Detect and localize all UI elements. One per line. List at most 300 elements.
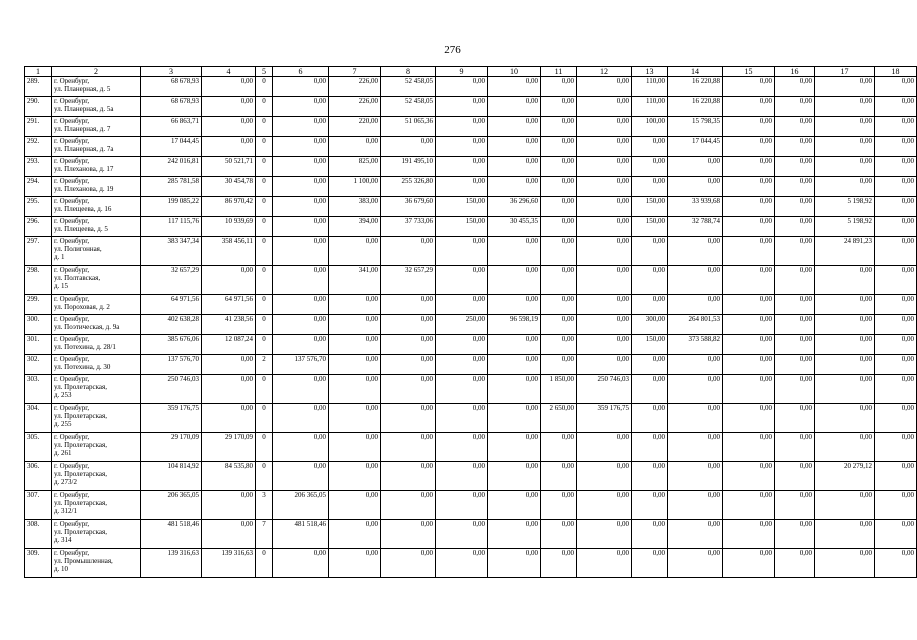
address-line: ул. Плеханова, д. 17: [54, 165, 114, 173]
value-cell-col-9: 0,00: [436, 549, 488, 578]
address-line: ул. Потехина, д. 28/1: [54, 343, 116, 351]
address-line: г. Оренбург,: [54, 237, 90, 245]
address-cell: [52, 295, 141, 315]
value-cell-col-5: 0: [256, 217, 273, 237]
address-line: ул. Планерная, д. 5а: [54, 105, 114, 113]
value-cell-col-13: 0,00: [632, 491, 668, 520]
value-cell-col-7: 226,00: [329, 77, 381, 97]
value-cell-col-17: 0,00: [815, 157, 875, 177]
value-cell-col-13: 0,00: [632, 433, 668, 462]
value-cell-col-15: 0,00: [723, 404, 775, 433]
value-cell-col-8: 0,00: [381, 462, 436, 491]
value-cell-col-18: 0,00: [875, 355, 917, 375]
value-cell-col-4: 139 316,63: [202, 549, 256, 578]
column-header: 15: [723, 67, 775, 77]
address-cell: [52, 237, 141, 266]
address-line: г. Оренбург,: [54, 520, 90, 528]
value-cell-col-17: 0,00: [815, 433, 875, 462]
value-cell-col-10: 0,00: [488, 462, 541, 491]
value-cell-col-7: 394,00: [329, 217, 381, 237]
value-cell-col-11: 0,00: [541, 335, 577, 355]
value-cell-col-10: 36 296,60: [488, 197, 541, 217]
value-cell-col-4: 12 087,24: [202, 335, 256, 355]
value-cell-col-6: 0,00: [273, 237, 329, 266]
address-cell: [52, 315, 141, 335]
value-cell-col-17: 0,00: [815, 117, 875, 137]
row-number: 303.: [25, 375, 52, 404]
address-line: г. Оренбург,: [54, 462, 90, 470]
value-cell-col-16: 0,00: [775, 137, 815, 157]
table-body: [25, 77, 917, 578]
value-cell-col-8: 36 679,60: [381, 197, 436, 217]
value-cell-col-14: 15 798,35: [668, 117, 723, 137]
value-cell-col-12: 0,00: [577, 237, 632, 266]
header-row: [25, 67, 917, 77]
address-line: д. 273/2: [54, 478, 78, 486]
value-cell-col-10: 0,00: [488, 404, 541, 433]
value-cell-col-8: 51 065,36: [381, 117, 436, 137]
value-cell-col-10: 0,00: [488, 237, 541, 266]
value-cell-col-15: 0,00: [723, 315, 775, 335]
value-cell-col-18: 0,00: [875, 177, 917, 197]
table-row: [25, 97, 917, 117]
value-cell-col-15: 0,00: [723, 117, 775, 137]
value-cell-col-6: 206 365,05: [273, 491, 329, 520]
value-cell-col-3: 250 746,03: [141, 375, 202, 404]
value-cell-col-17: 0,00: [815, 315, 875, 335]
value-cell-col-4: 29 170,09: [202, 433, 256, 462]
value-cell-col-5: 0: [256, 117, 273, 137]
value-cell-col-7: 0,00: [329, 462, 381, 491]
value-cell-col-7: 0,00: [329, 335, 381, 355]
value-cell-col-11: 0,00: [541, 197, 577, 217]
value-cell-col-7: 0,00: [329, 404, 381, 433]
value-cell-col-9: 0,00: [436, 157, 488, 177]
value-cell-col-10: 0,00: [488, 266, 541, 295]
value-cell-col-9: 0,00: [436, 355, 488, 375]
value-cell-col-12: 0,00: [577, 355, 632, 375]
value-cell-col-12: 0,00: [577, 491, 632, 520]
page-number: 276: [444, 44, 461, 56]
value-cell-col-12: 0,00: [577, 197, 632, 217]
address-cell: [52, 197, 141, 217]
table-row: [25, 157, 917, 177]
value-cell-col-16: 0,00: [775, 462, 815, 491]
value-cell-col-8: 0,00: [381, 491, 436, 520]
value-cell-col-15: 0,00: [723, 97, 775, 117]
value-cell-col-14: 373 588,82: [668, 335, 723, 355]
value-cell-col-9: 0,00: [436, 266, 488, 295]
value-cell-col-18: 0,00: [875, 433, 917, 462]
table-row: [25, 77, 917, 97]
value-cell-col-13: 110,00: [632, 77, 668, 97]
address-line: ул. Промышленная,: [54, 557, 113, 565]
address-line: г. Оренбург,: [54, 335, 90, 343]
value-cell-col-17: 5 198,92: [815, 197, 875, 217]
address-line: ул. Планерная, д. 7: [54, 125, 111, 133]
address-line: г. Оренбург,: [54, 315, 90, 323]
value-cell-col-8: 0,00: [381, 404, 436, 433]
value-cell-col-6: 0,00: [273, 375, 329, 404]
value-cell-col-18: 0,00: [875, 197, 917, 217]
value-cell-col-8: 37 733,06: [381, 217, 436, 237]
table-row: [25, 217, 917, 237]
value-cell-col-16: 0,00: [775, 315, 815, 335]
value-cell-col-18: 0,00: [875, 77, 917, 97]
value-cell-col-15: 0,00: [723, 177, 775, 197]
value-cell-col-7: 825,00: [329, 157, 381, 177]
column-header: 17: [815, 67, 875, 77]
address-line: г. Оренбург,: [54, 266, 90, 274]
address-cell: [52, 491, 141, 520]
value-cell-col-18: 0,00: [875, 237, 917, 266]
column-header: 12: [577, 67, 632, 77]
address-line: ул. Пролетарская,: [54, 470, 107, 478]
value-cell-col-13: 300,00: [632, 315, 668, 335]
value-cell-col-9: 0,00: [436, 117, 488, 137]
address-line: г. Оренбург,: [54, 355, 90, 363]
value-cell-col-9: 0,00: [436, 520, 488, 549]
value-cell-col-14: 16 220,88: [668, 97, 723, 117]
value-cell-col-4: 0,00: [202, 137, 256, 157]
column-header: 5: [256, 67, 273, 77]
value-cell-col-4: 0,00: [202, 77, 256, 97]
value-cell-col-11: 0,00: [541, 177, 577, 197]
table-row: [25, 295, 917, 315]
row-number: 305.: [25, 433, 52, 462]
value-cell-col-17: 0,00: [815, 520, 875, 549]
column-header: 4: [202, 67, 256, 77]
value-cell-col-11: 0,00: [541, 117, 577, 137]
column-header: 1: [25, 67, 52, 77]
value-cell-col-18: 0,00: [875, 404, 917, 433]
table-row: [25, 315, 917, 335]
address-cell: [52, 335, 141, 355]
value-cell-col-13: 0,00: [632, 295, 668, 315]
row-number: 293.: [25, 157, 52, 177]
table-row: [25, 375, 917, 404]
value-cell-col-9: 0,00: [436, 295, 488, 315]
value-cell-col-18: 0,00: [875, 137, 917, 157]
row-number: 298.: [25, 266, 52, 295]
row-number: 301.: [25, 335, 52, 355]
value-cell-col-8: 0,00: [381, 433, 436, 462]
value-cell-col-10: 0,00: [488, 177, 541, 197]
value-cell-col-7: 0,00: [329, 375, 381, 404]
value-cell-col-8: 0,00: [381, 355, 436, 375]
value-cell-col-15: 0,00: [723, 491, 775, 520]
value-cell-col-8: 255 326,80: [381, 177, 436, 197]
value-cell-col-15: 0,00: [723, 335, 775, 355]
column-header: 10: [488, 67, 541, 77]
value-cell-col-11: 0,00: [541, 137, 577, 157]
value-cell-col-6: 137 576,70: [273, 355, 329, 375]
value-cell-col-10: 0,00: [488, 433, 541, 462]
value-cell-col-4: 50 521,71: [202, 157, 256, 177]
row-number: 297.: [25, 237, 52, 266]
value-cell-col-12: 359 176,75: [577, 404, 632, 433]
address-line: г. Оренбург,: [54, 117, 90, 125]
column-header: 6: [273, 67, 329, 77]
value-cell-col-7: 0,00: [329, 295, 381, 315]
value-cell-col-9: 0,00: [436, 77, 488, 97]
value-cell-col-11: 0,00: [541, 355, 577, 375]
value-cell-col-7: 0,00: [329, 520, 381, 549]
column-header: 18: [875, 67, 917, 77]
value-cell-col-15: 0,00: [723, 549, 775, 578]
value-cell-col-11: 1 850,00: [541, 375, 577, 404]
value-cell-col-6: 481 518,46: [273, 520, 329, 549]
value-cell-col-14: 0,00: [668, 177, 723, 197]
value-cell-col-12: 0,00: [577, 157, 632, 177]
value-cell-col-3: 199 085,22: [141, 197, 202, 217]
value-cell-col-13: 100,00: [632, 117, 668, 137]
value-cell-col-17: 0,00: [815, 97, 875, 117]
value-cell-col-6: 0,00: [273, 97, 329, 117]
value-cell-col-14: 0,00: [668, 462, 723, 491]
value-cell-col-3: 64 971,56: [141, 295, 202, 315]
value-cell-col-6: 0,00: [273, 157, 329, 177]
value-cell-col-14: 0,00: [668, 237, 723, 266]
value-cell-col-13: 0,00: [632, 355, 668, 375]
value-cell-col-10: 0,00: [488, 295, 541, 315]
value-cell-col-15: 0,00: [723, 520, 775, 549]
value-cell-col-5: 2: [256, 355, 273, 375]
value-cell-col-16: 0,00: [775, 237, 815, 266]
value-cell-col-11: 0,00: [541, 520, 577, 549]
address-cell: [52, 433, 141, 462]
value-cell-col-4: 84 535,80: [202, 462, 256, 491]
value-cell-col-5: 0: [256, 295, 273, 315]
value-cell-col-8: 0,00: [381, 315, 436, 335]
column-header: 16: [775, 67, 815, 77]
value-cell-col-11: 0,00: [541, 491, 577, 520]
value-cell-col-12: 0,00: [577, 217, 632, 237]
address-line: ул. Потехина, д. 30: [54, 363, 111, 371]
value-cell-col-16: 0,00: [775, 117, 815, 137]
value-cell-col-6: 0,00: [273, 335, 329, 355]
address-line: ул. Пролетарская,: [54, 441, 107, 449]
value-cell-col-13: 0,00: [632, 549, 668, 578]
value-cell-col-15: 0,00: [723, 462, 775, 491]
value-cell-col-17: 0,00: [815, 335, 875, 355]
value-cell-col-18: 0,00: [875, 117, 917, 137]
address-line: г. Оренбург,: [54, 97, 90, 105]
column-header: 11: [541, 67, 577, 77]
value-cell-col-18: 0,00: [875, 491, 917, 520]
address-cell: [52, 77, 141, 97]
value-cell-col-11: 0,00: [541, 295, 577, 315]
value-cell-col-3: 104 814,92: [141, 462, 202, 491]
value-cell-col-17: 0,00: [815, 375, 875, 404]
value-cell-col-6: 0,00: [273, 117, 329, 137]
address-line: ул. Полтавская,: [54, 274, 101, 282]
value-cell-col-14: 264 801,53: [668, 315, 723, 335]
value-cell-col-3: 359 176,75: [141, 404, 202, 433]
value-cell-col-12: 0,00: [577, 77, 632, 97]
value-cell-col-3: 383 347,34: [141, 237, 202, 266]
value-cell-col-4: 0,00: [202, 266, 256, 295]
value-cell-col-3: 285 781,58: [141, 177, 202, 197]
address-line: д. 314: [54, 536, 72, 544]
value-cell-col-11: 0,00: [541, 549, 577, 578]
table-row: [25, 197, 917, 217]
value-cell-col-16: 0,00: [775, 520, 815, 549]
value-cell-col-12: 0,00: [577, 137, 632, 157]
value-cell-col-12: 0,00: [577, 266, 632, 295]
value-cell-col-16: 0,00: [775, 549, 815, 578]
value-cell-col-4: 64 971,56: [202, 295, 256, 315]
address-line: г. Оренбург,: [54, 433, 90, 441]
table-row: [25, 520, 917, 549]
address-line: ул. Плещеева, д. 16: [54, 205, 112, 213]
value-cell-col-3: 402 638,28: [141, 315, 202, 335]
value-cell-col-9: 150,00: [436, 217, 488, 237]
column-header: 2: [52, 67, 141, 77]
value-cell-col-5: 0: [256, 404, 273, 433]
value-cell-col-18: 0,00: [875, 549, 917, 578]
address-line: г. Оренбург,: [54, 375, 90, 383]
value-cell-col-8: 0,00: [381, 375, 436, 404]
value-cell-col-16: 0,00: [775, 295, 815, 315]
value-cell-col-3: 68 678,93: [141, 97, 202, 117]
value-cell-col-14: 0,00: [668, 295, 723, 315]
column-header: 7: [329, 67, 381, 77]
value-cell-col-3: 206 365,05: [141, 491, 202, 520]
table-row: [25, 117, 917, 137]
value-cell-col-17: 0,00: [815, 355, 875, 375]
value-cell-col-10: 0,00: [488, 520, 541, 549]
value-cell-col-13: 0,00: [632, 137, 668, 157]
value-cell-col-6: 0,00: [273, 295, 329, 315]
value-cell-col-12: 0,00: [577, 315, 632, 335]
value-cell-col-18: 0,00: [875, 315, 917, 335]
value-cell-col-14: 33 939,68: [668, 197, 723, 217]
value-cell-col-15: 0,00: [723, 375, 775, 404]
value-cell-col-13: 0,00: [632, 237, 668, 266]
value-cell-col-16: 0,00: [775, 77, 815, 97]
address-cell: [52, 520, 141, 549]
value-cell-col-5: 0: [256, 237, 273, 266]
value-cell-col-7: 0,00: [329, 355, 381, 375]
value-cell-col-5: 3: [256, 491, 273, 520]
value-cell-col-5: 0: [256, 462, 273, 491]
value-cell-col-3: 137 576,70: [141, 355, 202, 375]
value-cell-col-8: 0,00: [381, 335, 436, 355]
value-cell-col-7: 383,00: [329, 197, 381, 217]
value-cell-col-8: 0,00: [381, 137, 436, 157]
value-cell-col-15: 0,00: [723, 237, 775, 266]
address-line: д. 10: [54, 565, 69, 573]
address-cell: [52, 266, 141, 295]
value-cell-col-6: 0,00: [273, 462, 329, 491]
column-header: 13: [632, 67, 668, 77]
value-cell-col-8: 0,00: [381, 549, 436, 578]
value-cell-col-13: 150,00: [632, 217, 668, 237]
value-cell-col-3: 481 518,46: [141, 520, 202, 549]
address-line: ул. Пролетарская,: [54, 499, 107, 507]
value-cell-col-10: 0,00: [488, 335, 541, 355]
value-cell-col-8: 0,00: [381, 295, 436, 315]
value-cell-col-6: 0,00: [273, 404, 329, 433]
table-row: [25, 266, 917, 295]
value-cell-col-11: 0,00: [541, 462, 577, 491]
value-cell-col-13: 0,00: [632, 404, 668, 433]
value-cell-col-11: 0,00: [541, 315, 577, 335]
value-cell-col-17: 20 279,12: [815, 462, 875, 491]
table-row: [25, 237, 917, 266]
value-cell-col-7: 1 100,00: [329, 177, 381, 197]
address-line: ул. Планерная, д. 5: [54, 85, 111, 93]
value-cell-col-4: 0,00: [202, 375, 256, 404]
value-cell-col-9: 0,00: [436, 462, 488, 491]
value-cell-col-7: 0,00: [329, 137, 381, 157]
value-cell-col-6: 0,00: [273, 177, 329, 197]
row-number: 306.: [25, 462, 52, 491]
value-cell-col-9: 0,00: [436, 177, 488, 197]
value-cell-col-17: 0,00: [815, 295, 875, 315]
value-cell-col-7: 226,00: [329, 97, 381, 117]
value-cell-col-13: 150,00: [632, 197, 668, 217]
address-cell: [52, 177, 141, 197]
row-number: 308.: [25, 520, 52, 549]
value-cell-col-18: 0,00: [875, 335, 917, 355]
value-cell-col-15: 0,00: [723, 266, 775, 295]
value-cell-col-7: 220,00: [329, 117, 381, 137]
table-row: [25, 404, 917, 433]
value-cell-col-11: 0,00: [541, 97, 577, 117]
address-line: г. Оренбург,: [54, 177, 90, 185]
value-cell-col-3: 117 115,76: [141, 217, 202, 237]
value-cell-col-17: 0,00: [815, 137, 875, 157]
table-row: [25, 491, 917, 520]
address-line: ул. Плещеева, д. 5: [54, 225, 108, 233]
address-cell: [52, 97, 141, 117]
table-row: [25, 549, 917, 578]
value-cell-col-4: 0,00: [202, 97, 256, 117]
value-cell-col-3: 17 044,45: [141, 137, 202, 157]
value-cell-col-14: 0,00: [668, 157, 723, 177]
value-cell-col-9: 0,00: [436, 237, 488, 266]
value-cell-col-6: 0,00: [273, 217, 329, 237]
value-cell-col-4: 0,00: [202, 520, 256, 549]
value-cell-col-15: 0,00: [723, 355, 775, 375]
address-line: г. Оренбург,: [54, 549, 90, 557]
value-cell-col-7: 0,00: [329, 549, 381, 578]
value-cell-col-6: 0,00: [273, 266, 329, 295]
value-cell-col-17: 0,00: [815, 549, 875, 578]
value-cell-col-13: 0,00: [632, 177, 668, 197]
value-cell-col-16: 0,00: [775, 491, 815, 520]
value-cell-col-10: 0,00: [488, 117, 541, 137]
value-cell-col-7: 0,00: [329, 491, 381, 520]
address-line: г. Оренбург,: [54, 491, 90, 499]
value-cell-col-16: 0,00: [775, 197, 815, 217]
value-cell-col-8: 191 495,10: [381, 157, 436, 177]
value-cell-col-8: 52 458,05: [381, 77, 436, 97]
table-row: [25, 462, 917, 491]
value-cell-col-5: 0: [256, 197, 273, 217]
value-cell-col-16: 0,00: [775, 375, 815, 404]
value-cell-col-18: 0,00: [875, 97, 917, 117]
address-line: д. 312/1: [54, 507, 78, 515]
value-cell-col-4: 30 454,78: [202, 177, 256, 197]
value-cell-col-10: 0,00: [488, 97, 541, 117]
value-cell-col-15: 0,00: [723, 217, 775, 237]
value-cell-col-12: 0,00: [577, 549, 632, 578]
value-cell-col-12: 0,00: [577, 520, 632, 549]
address-line: г. Оренбург,: [54, 197, 90, 205]
